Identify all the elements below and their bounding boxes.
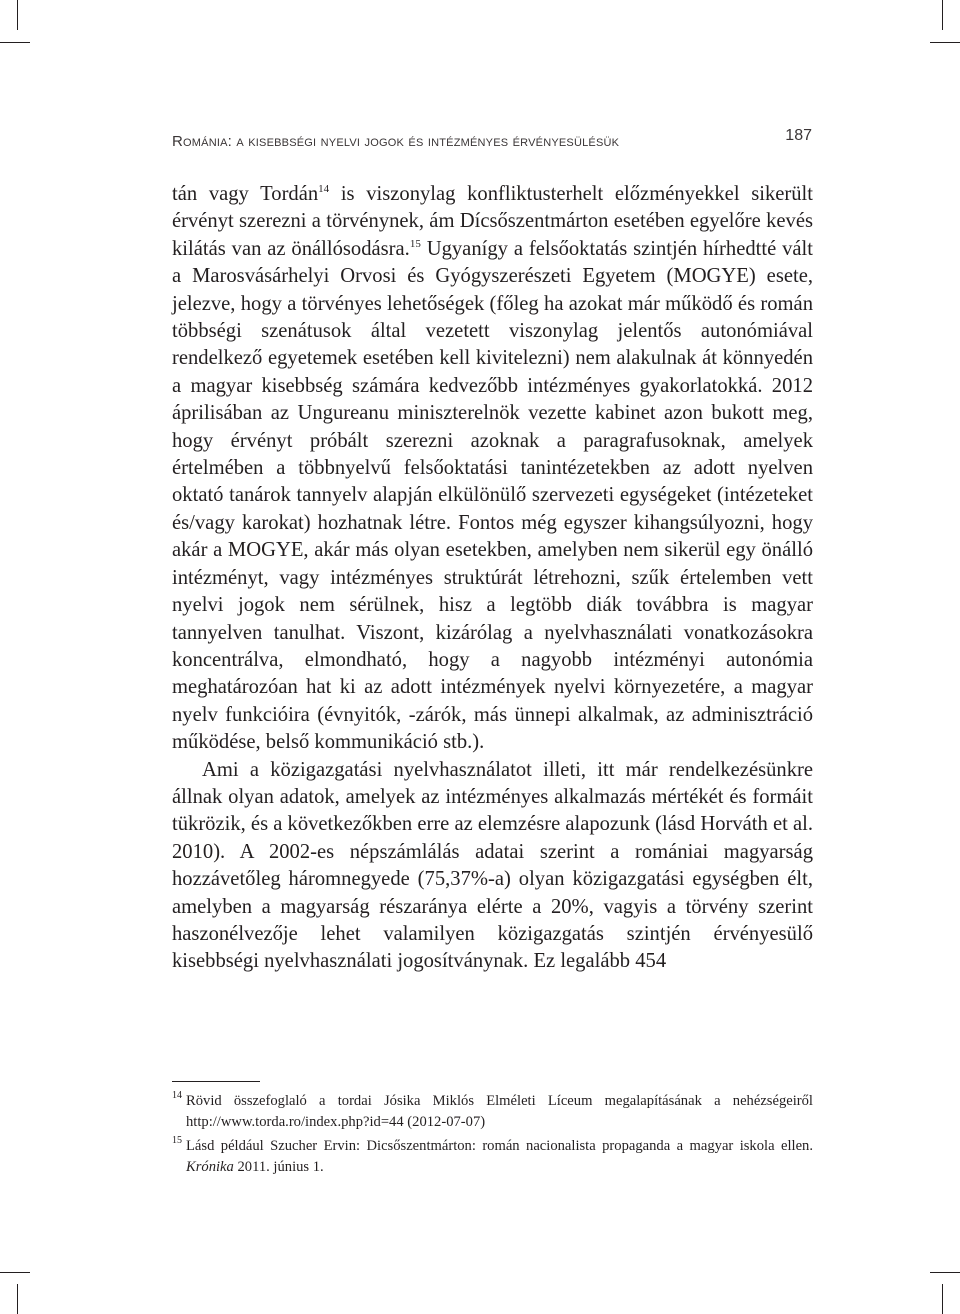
crop-mark-top-left-horizontal	[0, 42, 30, 43]
footnote-ref-15[interactable]: 15	[409, 237, 421, 250]
footnote-14	[172, 1091, 813, 1132]
page-number: 187	[785, 127, 812, 144]
crop-mark-bottom-left-vertical	[17, 1284, 18, 1314]
footnote-number: 14	[172, 1090, 182, 1101]
footnote-number: 15	[172, 1135, 182, 1147]
footnote-text-after: 2011. június 1.	[233, 1158, 324, 1175]
paragraph-1-part-3: Ugyanígy a felsőoktatás szintjén hírhedtté vált a Marosvásárhelyi Orvosi és Gyógyszerészeti Egyetem (MOGYE) esete, jelezve, hogy a törvényes lehetőségek (főleg ha azokat már működő és román többségi szenátusok által vezetett viszonylag jelentős autonómiával rendelkező egyetemek esetében kell kivitelezni) nem alakulnak át könnyedén a magyar kisebbség számára kedvezőbb intézményes gyakorlatokká. 2012 áprilisában az Ungureanu miniszterelnök vezette kabinet azon bukott meg, hogy érvényt próbált szerezni azoknak a paragrafusoknak, amelyek értelmében a többnyelvű felsőoktatási tanintézetekben az adott nyelven oktató tanárok tannyelv alapján elkülönülő szervezeti egységeket (intézeteket és/vagy karokat) hozhatnak létre. Fontos még egyszer kihangsúlyozni, hogy akár a MOGYE, akár más olyan esetekben, amelyben nem sikerül egy önálló intézményt, vagy intézményes struktúrát létrehozni, szűk értelemben vett nyelvi jogok nem sérülnek, hisz a legtöbb diák továbbra is magyar tannyelven tanulhat. Viszont, kizárólag a nyelvhasználati vonatkozásokra koncentrálva, elmondható, hogy a nagyobb intézményi autonómia meghatározóan hat ki az adott intézmények nyelvi környezetére, a magyar nyelv funkcióira (évnyitók, -zárók, más ünnepi alkalmak, az adminisztráció működése, belső kommunikáció stb.).	[172, 237, 813, 754]
crop-mark-bottom-left-horizontal	[0, 1272, 30, 1273]
footnote-15	[172, 1136, 813, 1177]
body-text	[172, 181, 813, 976]
crop-mark-bottom-right-vertical	[942, 1284, 943, 1314]
crop-mark-top-right-vertical	[942, 0, 943, 30]
footnote-ref-14[interactable]: 14	[318, 182, 330, 195]
paragraph-1-part-2: is viszonylag konfliktusterhelt előzményekkel sikerült érvényt szerezni a törvénynek, ám Dícsőszentmárton esetében egyelőre kevés kilátás van az önállósodásra.	[172, 183, 813, 260]
crop-mark-top-left-vertical	[17, 0, 18, 30]
footnote-text: Rövid összefoglaló a tordai Jósika Miklós Elméleti Líceum megalapításának a nehézségeiről http://www.torda.ro/index.php?id=44 (2012-07-07)	[186, 1093, 813, 1130]
paragraph-1	[172, 181, 813, 757]
footnote-italic-title: Krónika	[186, 1158, 234, 1175]
paragraph-1-part-1: tán vagy Tordán	[172, 183, 319, 205]
running-header-title: Románia: a kisebbségi nyelvi jogok és intézményes érvényesülésük	[172, 133, 620, 150]
paragraph-2: Ami a közigazgatási nyelvhasználatot illeti, itt már rendelkezésünkre állnak olyan adatok, amelyek az intézményes alkalmazás mértékét és formáit tükrözik, és a következőkben erre az elemzésre alapozunk (lásd Horváth et al. 2010). A 2002-es népszámlálás adatai szerint a romániai magyarság hozzávetőleg háromnegyede (75,37%-a) olyan közigazgatási egységben élt, amelyben a magyarság részaránya elérte a 20%, vagyis a törvény szerint haszonélvezője lehet valamilyen közigazgatás szintjén érvényesülő kisebbségi nyelvhasználati jogosítványnak. Ez legalább 454	[172, 758, 813, 973]
crop-mark-top-right-horizontal	[930, 42, 960, 43]
crop-mark-bottom-right-horizontal	[930, 1272, 960, 1273]
footnote-separator	[172, 1081, 260, 1082]
footnotes	[172, 1091, 813, 1181]
footnote-text-before: Lásd például Szucher Ervin: Dicsőszentmárton: román nacionalista propaganda a magyar iskola ellen.	[186, 1138, 813, 1155]
